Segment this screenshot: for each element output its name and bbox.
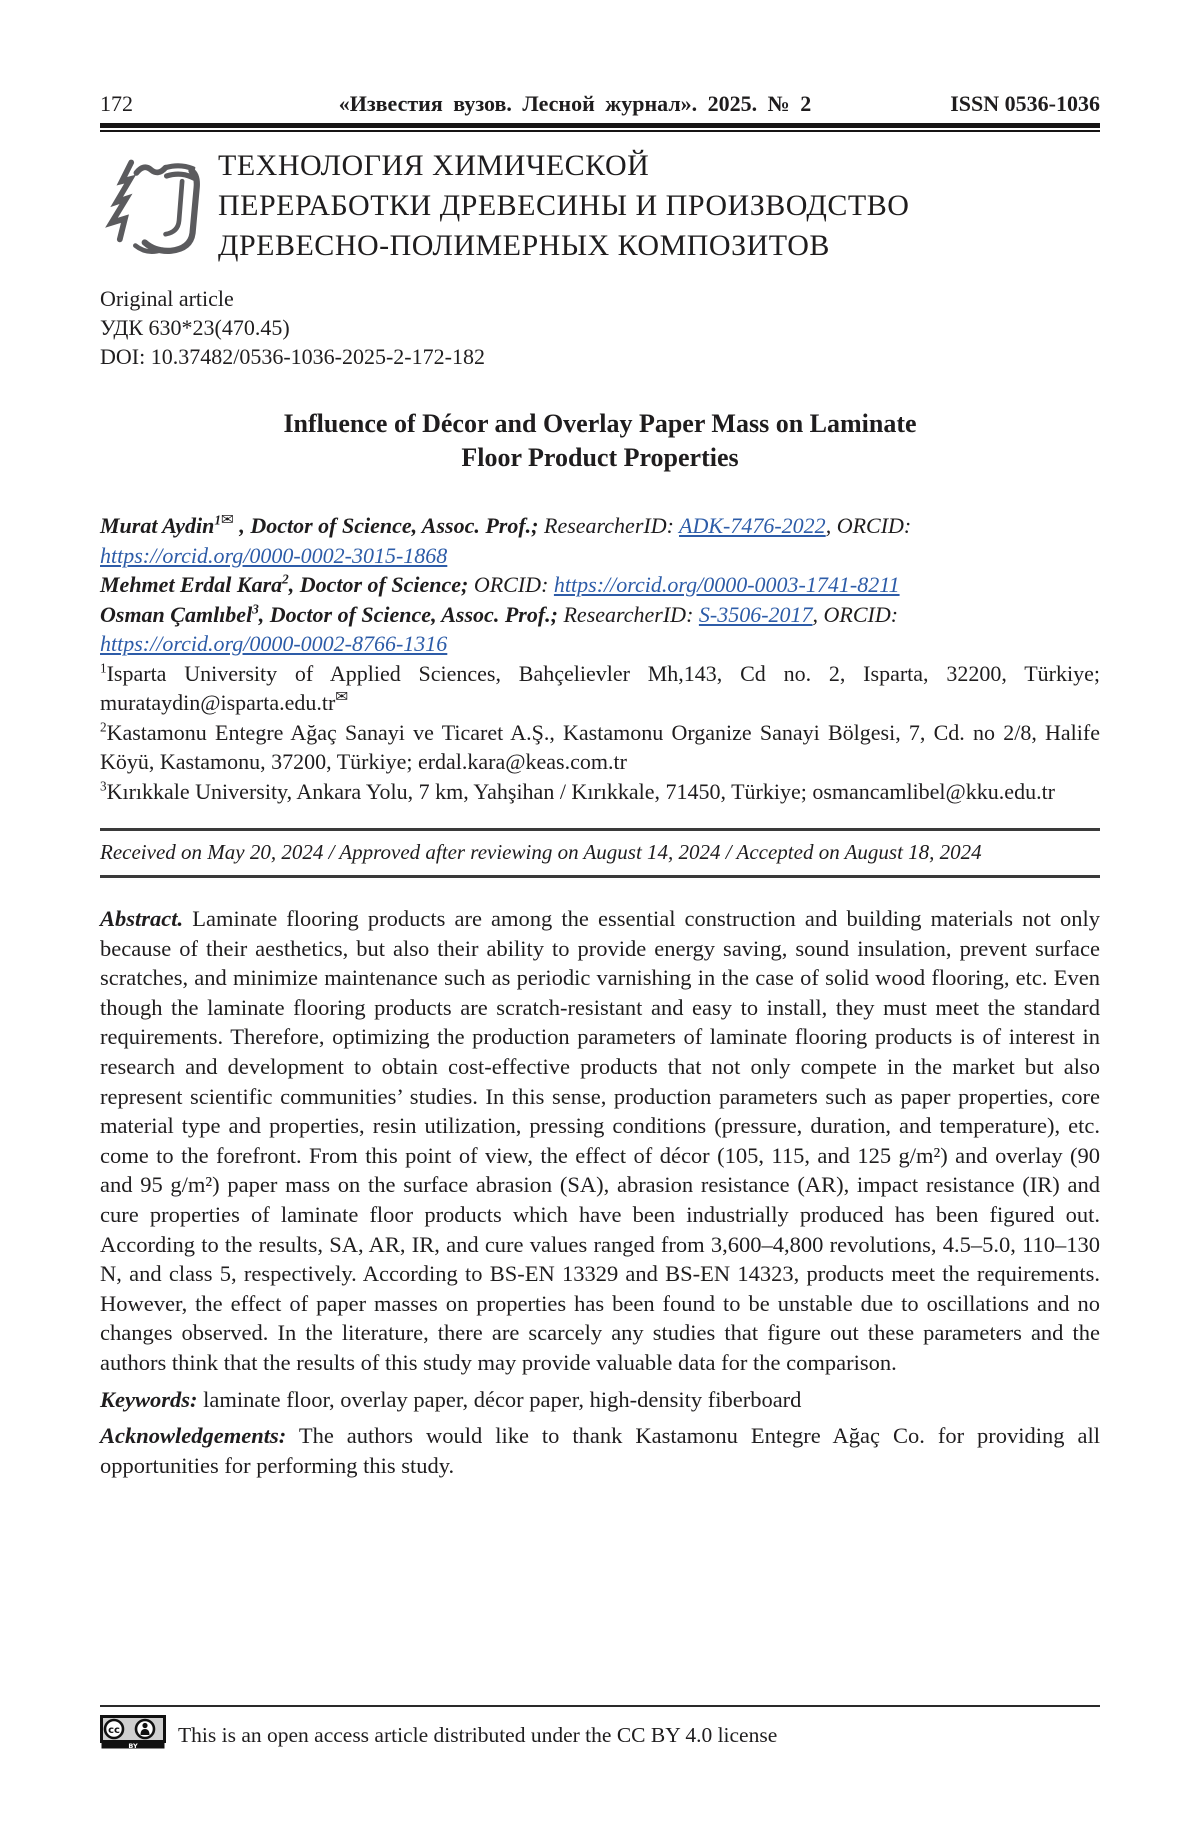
affiliation-1: [100, 659, 1100, 718]
issn-label: ISSN 0536-1036: [950, 91, 1100, 116]
author-1-orcid-label: ORCID:: [836, 513, 912, 538]
affiliation-2: [100, 718, 1100, 777]
author-2-orcid-link[interactable]: https://orcid.org/0000-0003-1741-8211: [553, 572, 900, 597]
article-meta: [100, 284, 1100, 371]
article-title-line2: Floor Product Properties: [461, 443, 739, 472]
affiliation-2-text: Kastamonu Entegre Ağaç Sanayi ve Ticaret A.Ş., Kastamonu Organize Sanayi Bölgesi, 7, Cd. no 2/8, Halife Köyü, Kastamonu, 37200, Türkiye; erdal.kara@keas.com.tr: [100, 719, 1100, 774]
abstract-paragraph: [100, 904, 1100, 1378]
header-rule: [100, 123, 1100, 132]
author-3-researcherid-label: ResearcherID:: [563, 601, 699, 627]
affiliation-1-mark: 1: [100, 660, 107, 676]
author-3-name: Osman Çamlıbel: [100, 601, 253, 627]
author-3-affil-mark: 3: [252, 601, 259, 617]
affiliation-2-mark: 2: [100, 719, 107, 735]
author-1-researcherid-link[interactable]: ADK-7476-2022: [679, 513, 826, 538]
author-2-name: Mehmet Erdal Kara: [100, 572, 283, 597]
running-header: [100, 90, 1100, 118]
author-3-orcid-link[interactable]: https://orcid.org/0000-0002-8766-1316: [100, 631, 448, 656]
section-banner: [100, 146, 1100, 266]
affiliation-3: [100, 777, 1100, 807]
separator: ,: [825, 513, 837, 538]
author-3-researcherid-link[interactable]: S-3506-2017: [698, 601, 813, 627]
author-2-line: [100, 570, 1100, 600]
author-2-orcid-label: ORCID:: [473, 572, 554, 597]
abstract-text: Laminate flooring products are among the essential construction and building materials not only because of their aesthetics, but also their ability to provide energy saving, sound insulation, prevent surface scratches, and minimize maintenance such as periodic varnishing in the case of solid wood flooring, etc. Even though the laminate flooring products are scratch-resistant and easy to install, they must meet the standard requirements. Therefore, optimizing the production parameters of laminate flooring products is of interest in research and development to obtain cost-effective products that not only compete in the market but also represent scientific communities’ studies. In this sense, production parameters such as paper properties, core material type and properties, resin utilization, pressing conditions (pressure, duration, and temperature), etc. come to the forefront. From this point of view, the effect of décor (105, 115, and 125 g/m²) and overlay (90 and 95 g/m²) paper mass on the surface abrasion (SA), abrasion resistance (AR), impact resistance (IR) and cure properties of laminate floor products which have been industrially produced has been figured out. According to the results, SA, AR, IR, and cure values ranged from 3,600–4,800 revolutions, 4.5–5.0, 110–130 N, and class 5, respectively. According to BS-EN 13329 and BS-EN 14323, products meet the requirements. However, the effect of paper masses on properties has been found to be unstable due to oscillations and no changes observed. In the literature, there are scarcely any studies that figure out these parameters and the authors think that the results of this study may provide valuable data for the comparison.: [100, 906, 1100, 1375]
keywords-line: [100, 1385, 1100, 1415]
footer-rule: [100, 1705, 1100, 1707]
author-3-line: [100, 600, 1100, 659]
acknowledgements-line: [100, 1421, 1100, 1480]
journal-logo-icon: [100, 146, 218, 266]
license-footer: [100, 1705, 1100, 1755]
section-title: [218, 146, 909, 266]
email-envelope-icon: ✉: [220, 510, 234, 529]
article-title: [100, 407, 1100, 475]
affiliations-block: [100, 659, 1100, 807]
by-strip-label: BY: [128, 1742, 138, 1750]
page-number: 172: [100, 91, 133, 116]
license-text: This is an open access article distributed under the CC BY 4.0 license: [178, 1722, 778, 1747]
affiliation-1-text: Isparta University of Applied Sciences, Bahçelievler Mh,143, Cd no. 2, Isparta, 32200, Türkiye; murataydin@isparta.edu.tr: [100, 660, 1100, 715]
author-1-line: [100, 511, 1100, 570]
keywords-label: Keywords:: [100, 1386, 198, 1412]
article-type: Original article: [100, 286, 234, 311]
authors-block: [100, 511, 1100, 659]
author-1-name: Murat Aydin: [100, 513, 215, 538]
acknowledgements-text: The authors would like to thank Kastamonu Entegre Ağaç Co. for providing all opportunities for performing this study.: [100, 1423, 1100, 1478]
journal-header-title: «Известия вузов. Лесной журнал». 2025. № 2: [338, 91, 812, 116]
doi-line: DOI: 10.37482/0536-1036-2025-2-172-182: [100, 344, 485, 369]
cc-circle-label: cc: [108, 1725, 120, 1736]
received-approved-accepted: Received on May 20, 2024 / Approved after reviewing on August 14, 2024 / Accepted on August 18, 2024: [100, 840, 982, 864]
article-title-line1: Influence of Décor and Overlay Paper Mass on Laminate: [283, 409, 917, 438]
affiliation-3-text: Kırıkkale University, Ankara Yolu, 7 km, Yahşihan / Kırıkkale, 71450, Türkiye; osmancamlibel@kku.edu.tr: [106, 778, 1056, 804]
author-1-researcherid-label: ResearcherID:: [544, 513, 680, 538]
section-title-line3: ДРЕВЕСНО-ПОЛИМЕРНЫХ КОМПОЗИТОВ: [218, 229, 830, 262]
author-1-orcid-link[interactable]: https://orcid.org/0000-0002-3015-1868: [100, 542, 448, 568]
author-1-degrees: , Doctor of Science, Assoc. Prof.;: [233, 513, 545, 538]
affiliation-3-mark: 3: [100, 778, 107, 794]
dates-block: [100, 828, 1100, 878]
author-2-degrees: , Doctor of Science;: [288, 572, 474, 597]
udk-number: УДК 630*23(470.45): [100, 315, 290, 340]
author-2-affil-mark: 2: [282, 571, 289, 587]
cc-by-icon: [100, 1715, 166, 1755]
email-envelope-icon: ✉: [335, 687, 349, 706]
author-3-degrees: , Doctor of Science, Assoc. Prof.;: [258, 601, 564, 627]
author-1-affil-mark: 1: [214, 512, 221, 528]
separator: ,: [812, 601, 824, 627]
abstract-label: Abstract.: [100, 906, 184, 931]
acknowledgements-label: Acknowledgements:: [100, 1423, 287, 1449]
section-title-line1: ТЕХНОЛОГИЯ ХИМИЧЕСКОЙ: [218, 149, 650, 182]
author-3-orcid-label: ORCID:: [823, 601, 899, 627]
section-title-line2: ПЕРЕРАБОТКИ ДРЕВЕСИНЫ И ПРОИЗВОДСТВО: [218, 189, 910, 222]
keywords-text: laminate floor, overlay paper, décor paper, high-density fiberboard: [197, 1386, 802, 1412]
